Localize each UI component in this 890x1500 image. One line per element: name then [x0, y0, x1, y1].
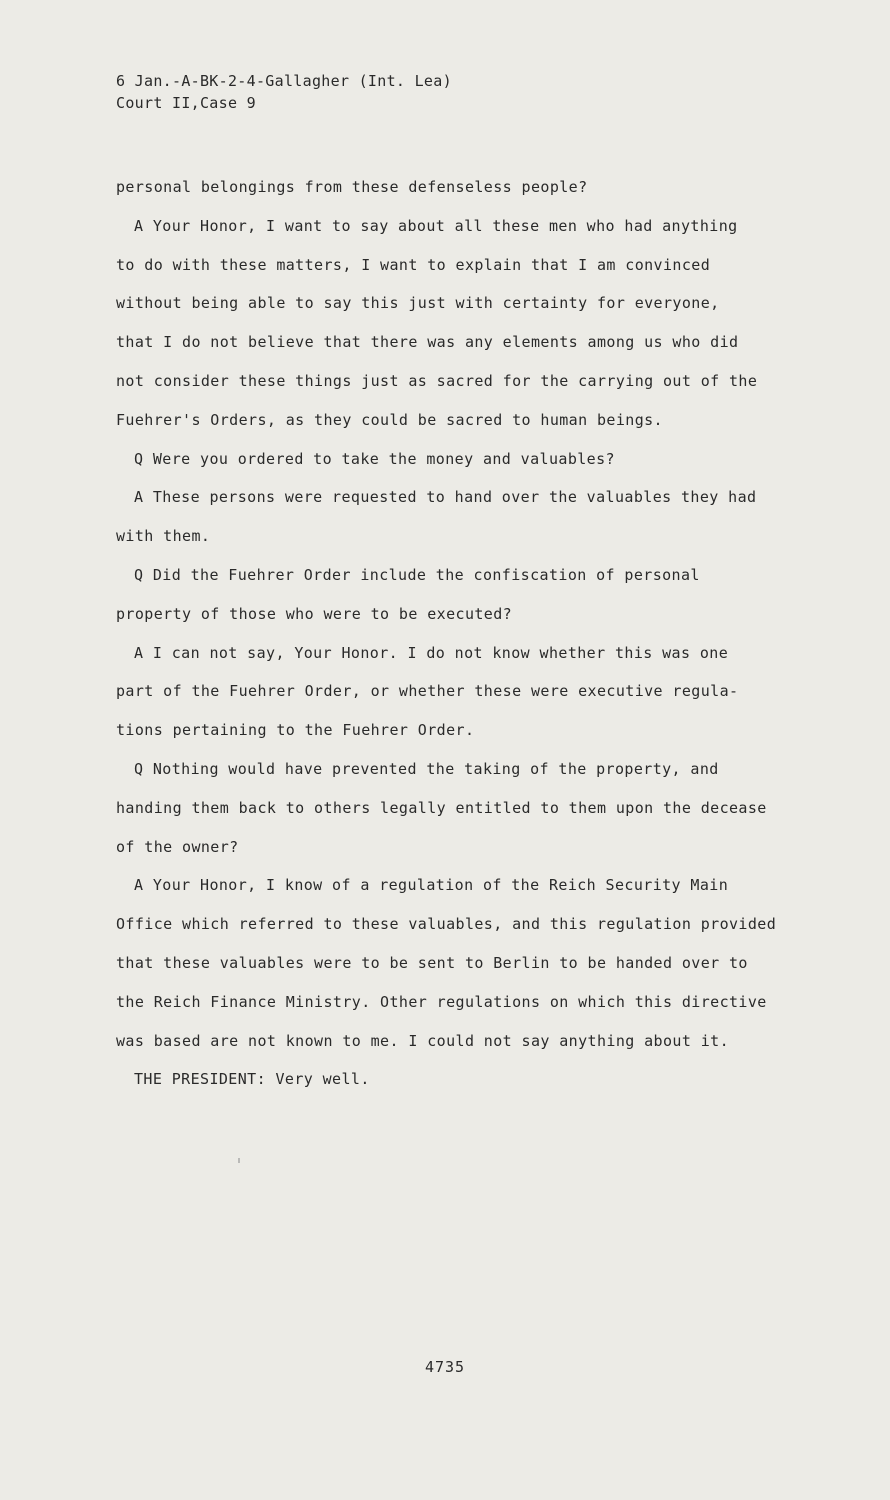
transcript-line: Q Did the Fuehrer Order include the confiscation of personal — [134, 565, 700, 584]
transcript-line: of the owner? — [116, 837, 239, 856]
transcript-line: not consider these things just as sacred for the carrying out of the — [116, 371, 758, 390]
transcript-line: part of the Fuehrer Order, or whether these were executive regula- — [116, 682, 739, 701]
transcript-line: Office which referred to these valuables, and this regulation provided — [116, 915, 777, 934]
transcript-line: A Your Honor, I know of a regulation of the Reich Security Main — [134, 876, 729, 895]
transcript-line: Q Were you ordered to take the money and valuables? — [134, 449, 615, 468]
header-line-2: Court II,Case 9 — [116, 94, 256, 112]
transcript-line: THE PRESIDENT: Very well. — [134, 1070, 370, 1089]
transcript-line: tions pertaining to the Fuehrer Order. — [116, 721, 475, 740]
transcript-line: personal belongings from these defenseless people? — [116, 178, 588, 196]
transcript-line: that I do not believe that there was any elements among us who did — [116, 333, 739, 352]
transcript-line: A I can not say, Your Honor. I do not know whether this was one — [134, 643, 729, 662]
transcript-line: handing them back to others legally entitled to them upon the decease — [116, 798, 767, 817]
transcript-line: A These persons were requested to hand over the valuables they had — [134, 488, 757, 507]
paper-speck — [238, 1158, 240, 1163]
transcript-line: was based are not known to me. I could not say anything about it. — [116, 1031, 729, 1050]
page-number: 4735 — [424, 1358, 466, 1376]
transcript-line: with them. — [116, 527, 211, 546]
transcript-line: Fuehrer's Orders, as they could be sacred to human beings. — [116, 410, 663, 429]
transcript-line: Q Nothing would have prevented the taking of the property, and — [134, 759, 719, 778]
transcript-body — [116, 168, 806, 1099]
transcript-line: without being able to say this just with certainty for everyone, — [116, 294, 720, 313]
transcript-line: property of those who were to be executed? — [116, 604, 513, 623]
transcript-line: the Reich Finance Ministry. Other regulations on which this directive — [116, 992, 767, 1011]
header-line-1: 6 Jan.-A-BK-2-4-Gallagher (Int. Lea) — [116, 72, 452, 90]
document-header — [116, 70, 452, 114]
transcript-line: to do with these matters, I want to explain that I am convinced — [116, 255, 711, 274]
transcript-line: A Your Honor, I want to say about all these men who had anything — [134, 216, 738, 235]
transcript-line: that these valuables were to be sent to Berlin to be handed over to — [116, 953, 748, 972]
